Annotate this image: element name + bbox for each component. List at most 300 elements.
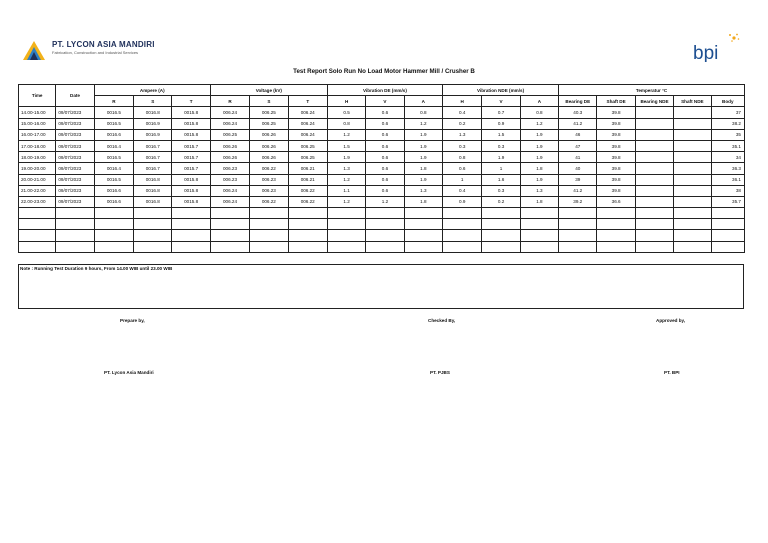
empty-cell: [482, 208, 520, 219]
empty-cell: [327, 208, 365, 219]
empty-cell: [56, 208, 94, 219]
table-row: [19, 185, 745, 196]
empty-cell: [172, 230, 210, 241]
shaft-nde-cell: [674, 140, 711, 151]
empty-cell: [19, 219, 56, 230]
ampere-s-cell: 0016.7: [134, 152, 172, 163]
empty-cell: [404, 241, 442, 252]
ampere-t-cell: 0015.8: [172, 118, 210, 129]
subheader-t: T: [288, 96, 327, 107]
voltage-s-cell: 006.26: [250, 140, 288, 151]
empty-cell: [210, 230, 249, 241]
report-title: Test Report Solo Run No Load Motor Hammer Mill / Crusher B: [293, 68, 475, 75]
empty-cell: [597, 241, 635, 252]
vib-nde-h-cell: 0.8: [443, 152, 482, 163]
voltage-t-cell: 006.21: [288, 163, 327, 174]
shaft-nde-cell: [674, 129, 711, 140]
bearing-de-cell: 39: [559, 174, 597, 185]
bearing-nde-cell: [635, 118, 673, 129]
subheader-v: V: [366, 96, 404, 107]
bearing-nde-cell: [635, 129, 673, 140]
vib-de-v-cell: 0.6: [366, 152, 404, 163]
company-logo: [22, 40, 155, 62]
body-cell: 36.1: [711, 174, 744, 185]
empty-cell: [134, 208, 172, 219]
vib-de-h-cell: 1.2: [327, 196, 365, 207]
empty-cell: [250, 208, 288, 219]
ampere-t-cell: 0015.7: [172, 163, 210, 174]
empty-cell: [134, 241, 172, 252]
vib-nde-v-cell: 0.3: [482, 185, 520, 196]
empty-cell: [404, 219, 442, 230]
vib-nde-v-cell: 1: [482, 163, 520, 174]
ampere-r-cell: 0016.5: [94, 174, 133, 185]
subheader-h: H: [443, 96, 482, 107]
empty-cell: [250, 241, 288, 252]
empty-cell: [443, 219, 482, 230]
table-row: [19, 174, 745, 185]
bearing-nde-cell: [635, 107, 673, 118]
shaft-nde-cell: [674, 107, 711, 118]
empty-cell: [674, 230, 711, 241]
vib-nde-a-cell: 1.9: [520, 152, 558, 163]
vib-de-a-cell: 1.9: [404, 174, 442, 185]
time-cell: 18.00-19.00: [19, 152, 56, 163]
empty-cell: [19, 208, 56, 219]
ampere-r-cell: 0016.6: [94, 196, 133, 207]
empty-cell: [482, 219, 520, 230]
voltage-s-cell: 006.23: [250, 174, 288, 185]
vib-de-h-cell: 1.9: [327, 152, 365, 163]
shaft-de-cell: 39.8: [597, 152, 635, 163]
shaft-nde-cell: [674, 196, 711, 207]
empty-cell: [210, 219, 249, 230]
subheader-shaft-nde: Shaft NDE: [674, 96, 711, 107]
shaft-nde-cell: [674, 163, 711, 174]
empty-cell: [94, 208, 133, 219]
vib-de-a-cell: 0.8: [404, 107, 442, 118]
voltage-s-cell: 006.22: [250, 196, 288, 207]
vib-de-h-cell: 1.2: [327, 174, 365, 185]
company-tagline: Fabrication, Construction and Industrial Services: [52, 50, 139, 55]
voltage-r-cell: 006.24: [210, 196, 249, 207]
ampere-t-cell: 0015.8: [172, 174, 210, 185]
date-cell: 09/07/2023: [56, 163, 94, 174]
voltage-s-cell: 006.25: [250, 118, 288, 129]
voltage-t-cell: 006.21: [288, 174, 327, 185]
vib-de-a-cell: 1.9: [404, 129, 442, 140]
vib-de-h-cell: 1.2: [327, 129, 365, 140]
test-duration-note: Note : Running Test Duration 9 hours, From 14.00 WIB until 23.00 WIB: [20, 266, 173, 271]
empty-cell: [172, 219, 210, 230]
bearing-nde-cell: [635, 174, 673, 185]
empty-cell: [520, 241, 558, 252]
vib-de-v-cell: 0.6: [366, 129, 404, 140]
vib-nde-h-cell: 0.4: [443, 107, 482, 118]
bearing-nde-cell: [635, 196, 673, 207]
ampere-r-cell: 0016.4: [94, 140, 133, 151]
voltage-s-cell: 006.22: [250, 163, 288, 174]
voltage-header: Voltage (kV): [210, 85, 327, 96]
report-body: [19, 107, 745, 252]
voltage-r-cell: 006.26: [210, 152, 249, 163]
ampere-r-cell: 0016.6: [94, 129, 133, 140]
time-cell: 16.00-17.00: [19, 129, 56, 140]
bpi-logo-icon: [690, 32, 742, 62]
voltage-t-cell: 006.22: [288, 185, 327, 196]
time-cell: 19.00-20.00: [19, 163, 56, 174]
ampere-s-cell: 0016.8: [134, 185, 172, 196]
empty-cell: [443, 208, 482, 219]
checked-by-org: PT. PJBS: [430, 370, 450, 375]
bearing-de-cell: 47: [559, 140, 597, 151]
vib-nde-v-cell: 0.7: [482, 107, 520, 118]
vib-nde-a-cell: 1.2: [520, 118, 558, 129]
empty-cell: [134, 230, 172, 241]
shaft-de-cell: 36.6: [597, 196, 635, 207]
empty-cell: [288, 241, 327, 252]
voltage-s-cell: 006.23: [250, 185, 288, 196]
empty-cell: [711, 230, 744, 241]
shaft-nde-cell: [674, 118, 711, 129]
bearing-de-cell: 40.3: [559, 107, 597, 118]
vib-nde-v-cell: 1.6: [482, 174, 520, 185]
vib-nde-h-cell: 1: [443, 174, 482, 185]
voltage-t-cell: 006.24: [288, 107, 327, 118]
date-cell: 09/07/2023: [56, 118, 94, 129]
vib-nde-a-cell: 1.8: [520, 196, 558, 207]
body-cell: 35.1: [711, 140, 744, 151]
vib-de-v-cell: 1.2: [366, 196, 404, 207]
vib-nde-v-cell: 0.2: [482, 196, 520, 207]
subheader-shaft-de: Shaft DE: [597, 96, 635, 107]
vib-nde-a-cell: 0.8: [520, 107, 558, 118]
ampere-t-cell: 0015.8: [172, 129, 210, 140]
empty-table-row: [19, 219, 745, 230]
voltage-r-cell: 006.24: [210, 185, 249, 196]
empty-cell: [172, 241, 210, 252]
empty-cell: [366, 241, 404, 252]
empty-cell: [288, 219, 327, 230]
vib-de-v-cell: 0.6: [366, 140, 404, 151]
ampere-t-cell: 0015.7: [172, 140, 210, 151]
empty-cell: [443, 230, 482, 241]
empty-cell: [56, 230, 94, 241]
empty-cell: [520, 230, 558, 241]
voltage-r-cell: 006.24: [210, 107, 249, 118]
ampere-r-cell: 0016.5: [94, 107, 133, 118]
empty-cell: [520, 219, 558, 230]
bearing-nde-cell: [635, 185, 673, 196]
empty-cell: [711, 219, 744, 230]
subheader-s: S: [134, 96, 172, 107]
vib-nde-a-cell: 1.9: [520, 140, 558, 151]
temperature-header: Temperatur °C: [559, 85, 745, 96]
ampere-s-cell: 0016.7: [134, 163, 172, 174]
subheader-body: Body: [711, 96, 744, 107]
empty-cell: [288, 230, 327, 241]
date-cell: 09/07/2023: [56, 185, 94, 196]
vib-nde-a-cell: 1.9: [520, 174, 558, 185]
voltage-t-cell: 006.22: [288, 196, 327, 207]
empty-cell: [366, 230, 404, 241]
ampere-t-cell: 0015.8: [172, 196, 210, 207]
bpi-logo: [690, 32, 742, 62]
empty-cell: [597, 219, 635, 230]
empty-cell: [327, 241, 365, 252]
bearing-de-cell: 46: [559, 129, 597, 140]
table-row: [19, 118, 745, 129]
approved-by-org: PT. BPI: [664, 370, 680, 375]
bearing-nde-cell: [635, 152, 673, 163]
empty-cell: [94, 219, 133, 230]
vib-de-h-cell: 0.5: [327, 107, 365, 118]
table-row: [19, 152, 745, 163]
empty-cell: [443, 241, 482, 252]
ampere-s-cell: 0016.9: [134, 118, 172, 129]
empty-cell: [482, 241, 520, 252]
date-header: Date: [56, 85, 94, 107]
vib-nde-h-cell: 0.9: [443, 196, 482, 207]
shaft-de-cell: 39.8: [597, 107, 635, 118]
empty-cell: [250, 230, 288, 241]
empty-cell: [520, 208, 558, 219]
voltage-t-cell: 006.25: [288, 140, 327, 151]
ampere-t-cell: 0015.8: [172, 107, 210, 118]
voltage-s-cell: 006.26: [250, 129, 288, 140]
voltage-r-cell: 006.23: [210, 174, 249, 185]
time-cell: 14.00-15.00: [19, 107, 56, 118]
vibration-de-header: Vibration DE (mm/s): [327, 85, 442, 96]
ampere-s-cell: 0016.8: [134, 196, 172, 207]
empty-cell: [56, 219, 94, 230]
empty-cell: [559, 230, 597, 241]
ampere-r-cell: 0016.5: [94, 152, 133, 163]
voltage-t-cell: 006.25: [288, 152, 327, 163]
empty-cell: [597, 208, 635, 219]
approved-by-label: Approved by,: [656, 318, 686, 323]
empty-cell: [19, 230, 56, 241]
voltage-r-cell: 006.26: [210, 140, 249, 151]
empty-cell: [327, 230, 365, 241]
empty-table-row: [19, 230, 745, 241]
empty-cell: [711, 241, 744, 252]
vib-de-v-cell: 0.6: [366, 174, 404, 185]
ampere-s-cell: 0016.7: [134, 140, 172, 151]
subheader-t: T: [172, 96, 210, 107]
subheader-s: S: [250, 96, 288, 107]
body-cell: 38.2: [711, 118, 744, 129]
vib-nde-v-cell: 1.5: [482, 129, 520, 140]
body-cell: 35.7: [711, 196, 744, 207]
empty-cell: [559, 219, 597, 230]
vib-nde-h-cell: 0.3: [443, 140, 482, 151]
date-cell: 09/07/2023: [56, 140, 94, 151]
empty-cell: [404, 230, 442, 241]
empty-cell: [482, 230, 520, 241]
empty-cell: [94, 230, 133, 241]
empty-cell: [288, 208, 327, 219]
prepared-by-org: PT. Lycon Asia Mandiri: [104, 370, 154, 375]
checked-by-label: Checked By,: [428, 318, 456, 323]
empty-cell: [674, 208, 711, 219]
bearing-de-cell: 39.2: [559, 196, 597, 207]
subheader-r: R: [210, 96, 249, 107]
ampere-s-cell: 0016.9: [134, 129, 172, 140]
bpi-logo-text: bpi: [693, 43, 719, 62]
vib-de-h-cell: 0.8: [327, 118, 365, 129]
vib-de-a-cell: 1.9: [404, 152, 442, 163]
vib-de-v-cell: 0.6: [366, 107, 404, 118]
ampere-r-cell: 0016.5: [94, 118, 133, 129]
table-row: [19, 107, 745, 118]
empty-table-row: [19, 208, 745, 219]
shaft-de-cell: 39.8: [597, 140, 635, 151]
voltage-t-cell: 006.24: [288, 129, 327, 140]
empty-cell: [674, 219, 711, 230]
date-cell: 09/07/2023: [56, 174, 94, 185]
empty-cell: [172, 208, 210, 219]
shaft-nde-cell: [674, 174, 711, 185]
vib-nde-h-cell: 1.3: [443, 129, 482, 140]
ampere-header: Ampere (A): [94, 85, 210, 96]
body-cell: 36.3: [711, 163, 744, 174]
subheader-v: V: [482, 96, 520, 107]
body-cell: 35: [711, 129, 744, 140]
report-header: [22, 40, 746, 70]
vib-de-a-cell: 1.2: [404, 118, 442, 129]
vib-nde-h-cell: 0.4: [443, 185, 482, 196]
lycon-logo-icon: [22, 40, 46, 62]
table-row: [19, 129, 745, 140]
vibration-nde-header: Vibration NDE (mm/s): [443, 85, 559, 96]
date-cell: 09/07/2023: [56, 152, 94, 163]
vib-de-v-cell: 0.6: [366, 118, 404, 129]
subheader-a: A: [404, 96, 442, 107]
vib-nde-a-cell: 1.3: [520, 185, 558, 196]
date-cell: 09/07/2023: [56, 129, 94, 140]
ampere-r-cell: 0016.6: [94, 185, 133, 196]
empty-cell: [559, 208, 597, 219]
table-row: [19, 196, 745, 207]
table-row: [19, 140, 745, 151]
bearing-de-cell: 41.2: [559, 185, 597, 196]
time-cell: 20.00-21.00: [19, 174, 56, 185]
empty-cell: [366, 208, 404, 219]
vib-de-v-cell: 0.6: [366, 185, 404, 196]
vib-nde-a-cell: 1.9: [520, 129, 558, 140]
ampere-t-cell: 0015.8: [172, 185, 210, 196]
vib-de-a-cell: 1.3: [404, 185, 442, 196]
shaft-de-cell: 39.8: [597, 163, 635, 174]
bearing-de-cell: 41: [559, 152, 597, 163]
vib-de-a-cell: 1.8: [404, 196, 442, 207]
empty-cell: [674, 241, 711, 252]
body-cell: 34: [711, 152, 744, 163]
empty-cell: [366, 219, 404, 230]
empty-cell: [250, 219, 288, 230]
empty-cell: [404, 208, 442, 219]
empty-cell: [559, 241, 597, 252]
empty-table-row: [19, 241, 745, 252]
ampere-s-cell: 0016.8: [134, 107, 172, 118]
voltage-t-cell: 006.24: [288, 118, 327, 129]
note-box: [18, 264, 744, 309]
empty-cell: [635, 208, 673, 219]
ampere-s-cell: 0016.8: [134, 174, 172, 185]
time-cell: 22.00-23.00: [19, 196, 56, 207]
empty-cell: [210, 241, 249, 252]
empty-cell: [597, 230, 635, 241]
body-cell: 38: [711, 185, 744, 196]
vib-nde-v-cell: 0.3: [482, 140, 520, 151]
ampere-t-cell: 0015.7: [172, 152, 210, 163]
empty-cell: [94, 241, 133, 252]
voltage-s-cell: 006.25: [250, 107, 288, 118]
time-cell: 17.00-18.00: [19, 140, 56, 151]
subheader-bearing-de: Bearing DE: [559, 96, 597, 107]
empty-cell: [56, 241, 94, 252]
shaft-de-cell: 39.8: [597, 118, 635, 129]
vib-de-a-cell: 1.9: [404, 140, 442, 151]
date-cell: 09/07/2023: [56, 107, 94, 118]
empty-cell: [19, 241, 56, 252]
empty-cell: [327, 219, 365, 230]
date-cell: 09/07/2023: [56, 196, 94, 207]
test-report-table: [18, 84, 745, 253]
bearing-nde-cell: [635, 163, 673, 174]
voltage-r-cell: 006.24: [210, 118, 249, 129]
company-name: PT. LYCON ASIA MANDIRI: [52, 40, 155, 49]
vib-de-a-cell: 1.8: [404, 163, 442, 174]
empty-cell: [134, 219, 172, 230]
vib-nde-h-cell: 0.2: [443, 118, 482, 129]
empty-cell: [210, 208, 249, 219]
shaft-de-cell: 39.8: [597, 174, 635, 185]
vib-de-h-cell: 1.3: [327, 163, 365, 174]
body-cell: 37: [711, 107, 744, 118]
voltage-r-cell: 006.23: [210, 163, 249, 174]
bearing-nde-cell: [635, 140, 673, 151]
vib-nde-v-cell: 0.9: [482, 118, 520, 129]
voltage-r-cell: 006.25: [210, 129, 249, 140]
shaft-de-cell: 39.8: [597, 129, 635, 140]
empty-cell: [711, 208, 744, 219]
vib-nde-v-cell: 1.9: [482, 152, 520, 163]
time-cell: 21.00-22.00: [19, 185, 56, 196]
vib-de-h-cell: 1.5: [327, 140, 365, 151]
time-cell: 15.00-16.00: [19, 118, 56, 129]
empty-cell: [635, 219, 673, 230]
subheader-bearing-nde: Bearing NDE: [635, 96, 673, 107]
time-header: Time: [19, 85, 56, 107]
subheader-r: R: [94, 96, 133, 107]
subheader-h: H: [327, 96, 365, 107]
empty-cell: [635, 230, 673, 241]
prepared-by-label: Prepare by,: [120, 318, 145, 323]
empty-cell: [635, 241, 673, 252]
voltage-s-cell: 006.26: [250, 152, 288, 163]
shaft-nde-cell: [674, 185, 711, 196]
shaft-de-cell: 39.8: [597, 185, 635, 196]
vib-nde-h-cell: 0.6: [443, 163, 482, 174]
bearing-de-cell: 40: [559, 163, 597, 174]
bearing-de-cell: 41.2: [559, 118, 597, 129]
shaft-nde-cell: [674, 152, 711, 163]
vib-nde-a-cell: 1.8: [520, 163, 558, 174]
subheader-a: A: [520, 96, 558, 107]
table-row: [19, 163, 745, 174]
